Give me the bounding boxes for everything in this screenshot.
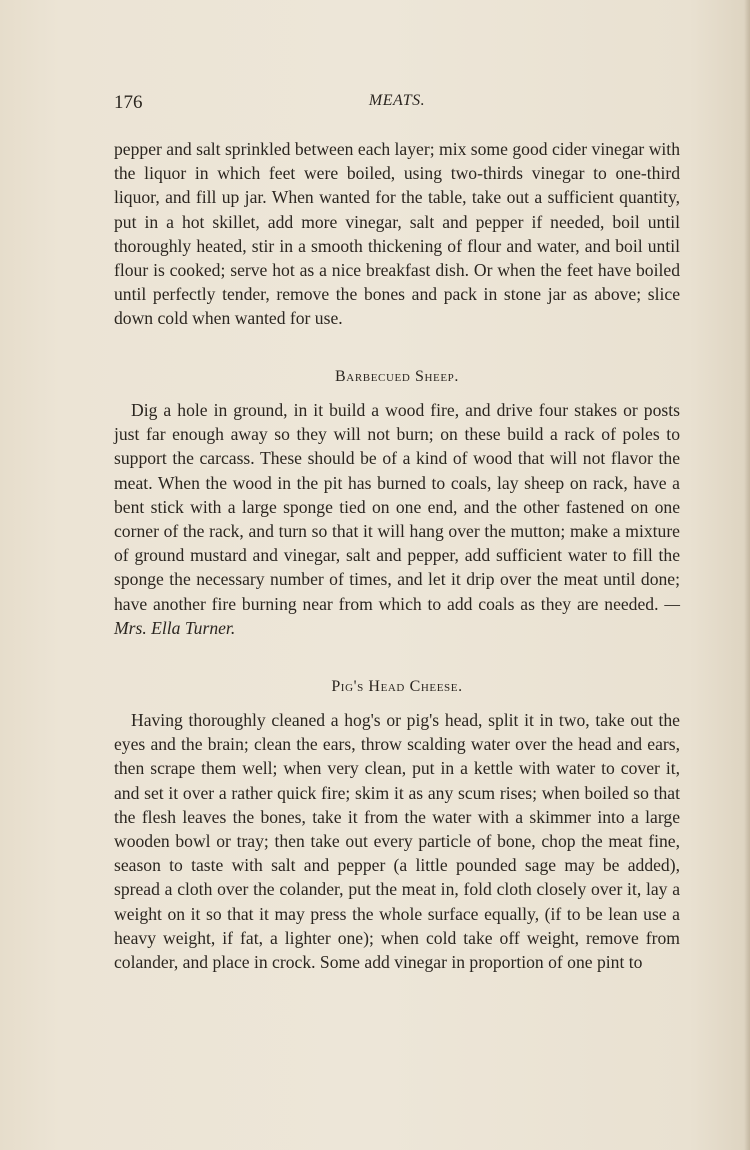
paragraph-body: Dig a hole in ground, in it build a wood fire, and drive four stakes or posts just far enough away so they will not burn; on these build a rack of poles to support the carcass. These should be of a kind of wood that will not flavor the meat. When the wood in the pit has burned to coals, lay sheep on rack, have a bent stick with a large sponge tied on one end, and the other fastened on one corner of the rack, and turn so that it will hang over the mutton; make a mixture of ground mustard and vinegar, salt and pepper, add sufficient water to fill the sponge the necessary number of times, and let it drip over the meat until done; have another fire burning near from which to add coals as they are needed. [114,400,680,614]
paragraph-text [114,398,680,640]
paragraph-text: pepper and salt sprinkled between each layer; mix some good cider vinegar with the liquor in which feet were boiled, using two-thirds vinegar to one-third liquor, and fill up jar. When wanted for the table, take out a sufficient quantity, put in a hot skillet, add more vinegar, salt and pepper if needed, boil until thoroughly heated, stir in a smooth thickening of flour and water, and boil until flour is cooked; serve hot as a nice breakfast dish. Or when the feet have boiled until perfectly tender, remove the bones and pack in stone jar as above; slice down cold when wanted for use. [114,139,680,329]
page-edge-shadow [744,0,750,1150]
page-header [114,92,680,118]
continued-paragraph [114,137,680,331]
recipe-heading-pigs-head-cheese: Pig's Head Cheese. [331,678,463,695]
attribution: —Mrs. Ella Turner. [114,593,681,638]
recipe-pigs-head-cheese [114,708,680,974]
paragraph-text: Having thoroughly cleaned a hog's or pig's head, split it in two, take out the eyes and the brain; clean the ears, throw scalding water over the head and ears, then scrape them well; when very clean, put in a kettle with water to cover it, and set it over a rather quick fire; skim it as any scum rises; when boiled so that the flesh leaves the bones, take it from the water with a skimmer into a large wooden bowl or tray; then take out every particle of bone, chop the meat fine, season to taste with salt and pepper (a little pounded sage may be added), spread a cloth over the colander, put the meat in, fold cloth closely over it, lay a weight on it so that it may press the whole surface equally, (if to be lean use a heavy weight, if fat, a lighter one); when cold take off weight, remove from colander, and place in crock. Some add vinegar in proportion of one pint to [114,710,680,973]
page-number: 176 [114,92,143,113]
recipe-barbecued-sheep [114,398,680,640]
running-head: MEATS. [368,92,426,109]
recipe-heading-barbecued-sheep: Barbecued Sheep. [335,368,459,385]
